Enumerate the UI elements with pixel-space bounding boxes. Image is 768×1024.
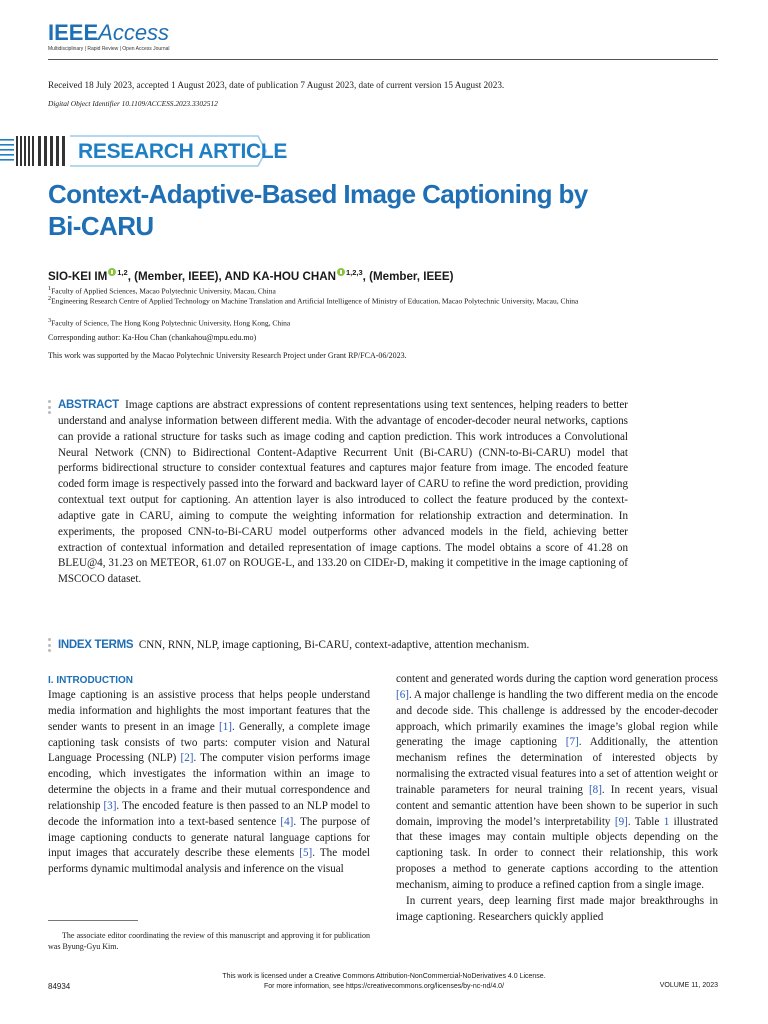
volume-label: VOLUME 11, 2023 xyxy=(659,982,718,989)
affiliation-text: Faculty of Science, The Hong Kong Polytechnic University, Hong Kong, China xyxy=(51,318,291,328)
body-column-left xyxy=(48,688,370,878)
body-text: . The purpose of image captioning conducts to generate natural language captions for input images that accurately describe these elements xyxy=(48,815,370,860)
author-1-name: SIO-KEI IM xyxy=(48,270,108,283)
affiliation-number: 3 xyxy=(48,317,52,324)
affiliation-3 xyxy=(48,316,628,328)
footnote-text: The associate editor coordinating the review of this manuscript and approving it for publication was Byung-Gyu Kim. xyxy=(48,931,370,951)
affiliation-text: Faculty of Applied Sciences, Macao Polytechnic University, Macau, China xyxy=(51,286,276,296)
intro-paragraph-2 xyxy=(396,672,718,894)
citation-link[interactable]: [2] xyxy=(180,752,194,765)
affiliation-number: 2 xyxy=(48,295,52,302)
page-number: 84934 xyxy=(48,982,71,991)
body-text: Image captioning is an assistive process that helps people understand media information and highlights the most important features that the sender wants to present in an image xyxy=(48,689,370,733)
license-notice xyxy=(0,972,768,991)
logo-italic: Access xyxy=(98,20,170,45)
corresponding-author: Corresponding author: Ka-Hou Chan (chankahou@mpu.edu.mo) xyxy=(48,333,257,342)
body-text: illustrated that these images may contain multiple objects depending on the captioning task. In order to connect their relationship, this work proposes a method to generate captions according to the attention mechanism, aiming to produce a refined caption from a single image. xyxy=(396,815,718,891)
author-2-affil: 1,2,3 xyxy=(345,268,363,278)
paper-title: Context-Adaptive-Based Image Captioning by Bi-CARU xyxy=(48,179,588,241)
body-text: . The encoded feature is then passed to an NLP model to decode the information into a text-based sentence xyxy=(48,799,370,828)
body-text: . The model performs dynamic multimodal analysis and inference on the visual xyxy=(48,847,370,876)
index-terms-label: INDEX TERMS xyxy=(58,639,134,651)
body-text: . Generally, a complete image captioning task consists of two parts: computer vision and Natural Language Processing (NLP) xyxy=(48,720,370,765)
intro-paragraph-3: In current years, deep learning first made major breakthroughs in image captioning. Researchers quickly applied xyxy=(396,894,718,923)
logo-tagline: Multidisciplinary | Rapid Review | Open Access Journal xyxy=(48,46,170,52)
citation-link[interactable]: [4] xyxy=(280,815,294,828)
body-text: . Additionally, the attention mechanism refines the determination of interested objects by normalising the extracted visual features into a set of attention weight or trainable parameters for neural training xyxy=(396,736,718,796)
abstract-text: Image captions are abstract expressions of content representations using text sentences, helping readers to better understand and analyse information between different media. With the advantage of encoder-decoder neural networks, captions can provide a rational structure for tasks such as image coding and caption prediction. This work introduces a Convolutional Neural Network (CNN) to Bidirectional Content-Adaptive Recurrent Unit (Bi-CARU) (CNN-to-Bi-CARU) model that performs bidirectional structure to consider contextual features and captures major feature from image. The encoded feature coded form image is respectively passed into the forward and backward layer of CARU to refine the word prediction, providing contextual text output for captioning. An attention layer is also introduced to collect the feature produced by the context-adaptive gate in CARU, aiming to compute the weighting information for relationship extraction and determination. In experiments, the proposed CNN-to-Bi-CARU model outperforms other advanced models in the field, achieving better extraction of contextual information and detailed representation of image captions. The model obtains a score of 41.28 on BLEU@4, 31.23 on METEOR, 61.07 on ROUGE-L, and 133.20 on CIDEr-D, making it competitive in the image captioning of MSCOCO dataset. xyxy=(58,399,628,586)
citation-link[interactable]: [8] xyxy=(588,783,602,796)
citation-link[interactable]: [9] xyxy=(614,815,628,828)
body-text: . A major challenge is handling the two different media on the encode and decode side. This challenge is addressed by the encoder-decoder approach, which primarily examines the image’s global region while generating the image captioning xyxy=(396,688,718,749)
body-text: . In recent years, visual content and semantic attention have been shown to be superior in such domain, improving the model’s interpretability xyxy=(396,783,718,828)
citation-link[interactable]: [1] xyxy=(219,720,232,733)
intro-paragraph-1 xyxy=(48,688,370,878)
body-column-right xyxy=(396,672,718,926)
citation-link[interactable]: [7] xyxy=(565,736,579,749)
abstract-label: ABSTRACT xyxy=(58,399,119,411)
citation-link[interactable]: [6] xyxy=(396,688,409,701)
orcid-icon[interactable] xyxy=(108,268,116,276)
body-text: . The computer vision performs image encoding, which investigates the information within an image to determine the objects in a frame and their mutual correspondence and relationship xyxy=(48,752,370,812)
abstract xyxy=(58,398,628,588)
doi: Digital Object Identifier 10.1109/ACCESS.2023.3302512 xyxy=(48,99,218,108)
index-terms xyxy=(58,638,658,653)
license-line-1: This work is licensed under a Creative Commons Attribution-NonCommercial-NoDerivatives 4.0 License. xyxy=(222,973,546,980)
footnote-rule xyxy=(48,920,138,921)
citation-link[interactable]: 1 xyxy=(663,815,670,828)
body-text: content and generated words during the caption word generation process xyxy=(396,673,718,685)
index-terms-text: CNN, RNN, NLP, image captioning, Bi-CARU, context-adaptive, attention mechanism. xyxy=(138,639,530,651)
header-rule xyxy=(48,59,718,60)
author-1-affil: 1,2 xyxy=(117,268,128,278)
logo-bold: IEEE xyxy=(48,20,99,45)
index-terms-marker xyxy=(48,638,51,655)
affiliation-number: 1 xyxy=(48,285,52,292)
section-heading: I. INTRODUCTION xyxy=(48,675,133,686)
author-1-role: , (Member, IEEE), AND KA-HOU CHAN xyxy=(127,270,336,283)
orcid-icon[interactable] xyxy=(337,268,345,276)
editor-footnote xyxy=(48,930,370,952)
author-2-role: , (Member, IEEE) xyxy=(362,270,454,283)
abstract-marker xyxy=(48,400,51,417)
received-dates: Received 18 July 2023, accepted 1 August 2023, date of publication 7 August 2023, date of current version 15 August 2023. xyxy=(48,80,505,90)
affiliation-text: Engineering Research Centre of Applied Technology on Machine Translation and Artificial Intelligence of Ministry of Education, Macao Polytechnic University, Macau, China xyxy=(51,296,579,306)
license-link[interactable]: For more information, see https://creativecommons.org/licenses/by-nc-nd/4.0/ xyxy=(263,982,505,990)
body-text: . Table xyxy=(627,815,664,828)
journal-logo xyxy=(48,21,169,45)
funding-note: This work was supported by the Macao Polytechnic University Research Project under Grant RP/FCA-06/2023. xyxy=(48,351,407,360)
author-list xyxy=(48,268,454,283)
article-type: RESEARCH ARTICLE xyxy=(78,140,288,163)
citation-link[interactable]: [5] xyxy=(299,847,313,860)
affiliation-2 xyxy=(48,294,628,306)
citation-link[interactable]: [3] xyxy=(103,799,117,812)
